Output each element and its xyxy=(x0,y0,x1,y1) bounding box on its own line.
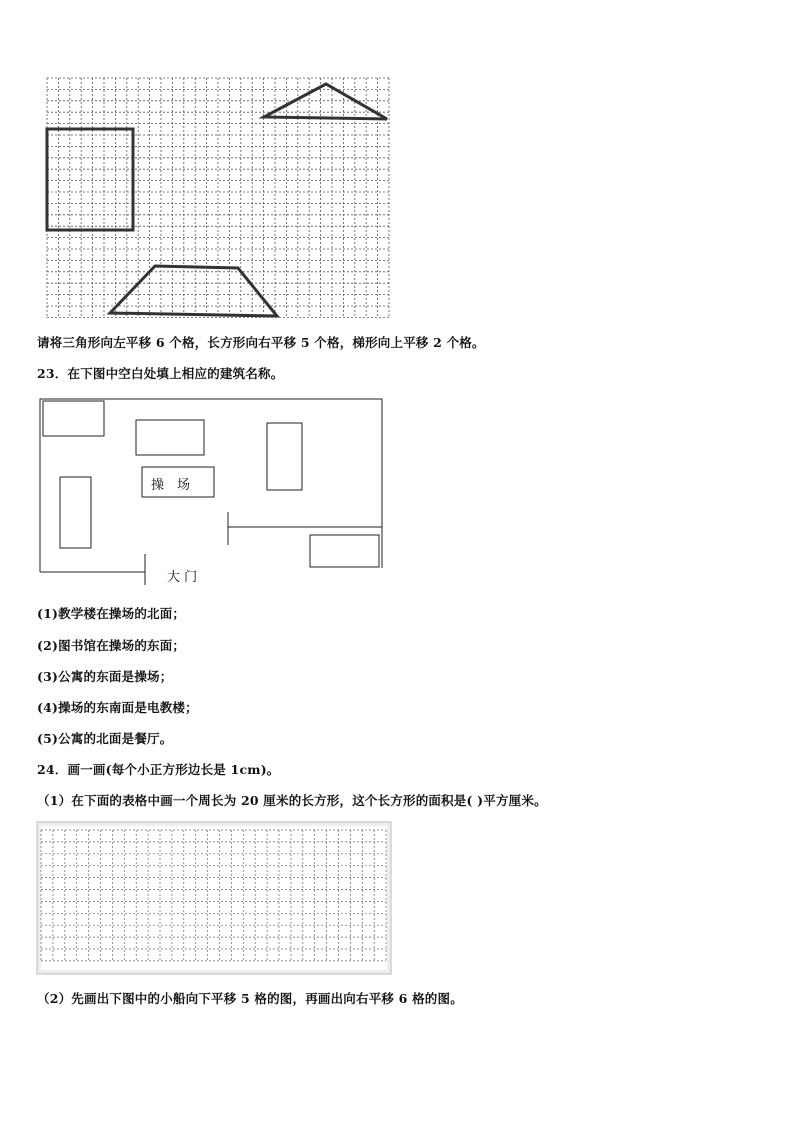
q23-item-3: (3)公寓的东面是操场； xyxy=(37,669,173,684)
gate-label: 大 门 xyxy=(167,570,198,585)
q23-title: 23．在下图中空白处填上相应的建筑名称。 xyxy=(37,366,284,381)
playground-label: 操 场 xyxy=(151,478,191,493)
q24-part1: （1）在下面的表格中画一个周长为 20 厘米的长方形，这个长方形的面积是( )平方厘米。 xyxy=(37,793,547,808)
q23-item-2: (2)图书馆在操场的东面； xyxy=(37,638,186,653)
q24-title: 24．画一画(每个小正方形边长是 1cm)。 xyxy=(37,762,280,777)
q24-part2: （2）先画出下图中的小船向下平移 5 格的图，再画出向右平移 6 格的图。 xyxy=(37,991,463,1006)
q23-item-5: (5)公寓的北面是餐厅。 xyxy=(37,731,173,746)
q23-item-4: (4)操场的东南面是电教楼； xyxy=(37,700,198,715)
q22-instruction: 请将三角形向左平移 6 个格，长方形向右平移 5 个格，梯形向上平移 2 个格。 xyxy=(37,335,485,350)
q23-item-1: (1)教学楼在操场的北面； xyxy=(37,606,186,621)
